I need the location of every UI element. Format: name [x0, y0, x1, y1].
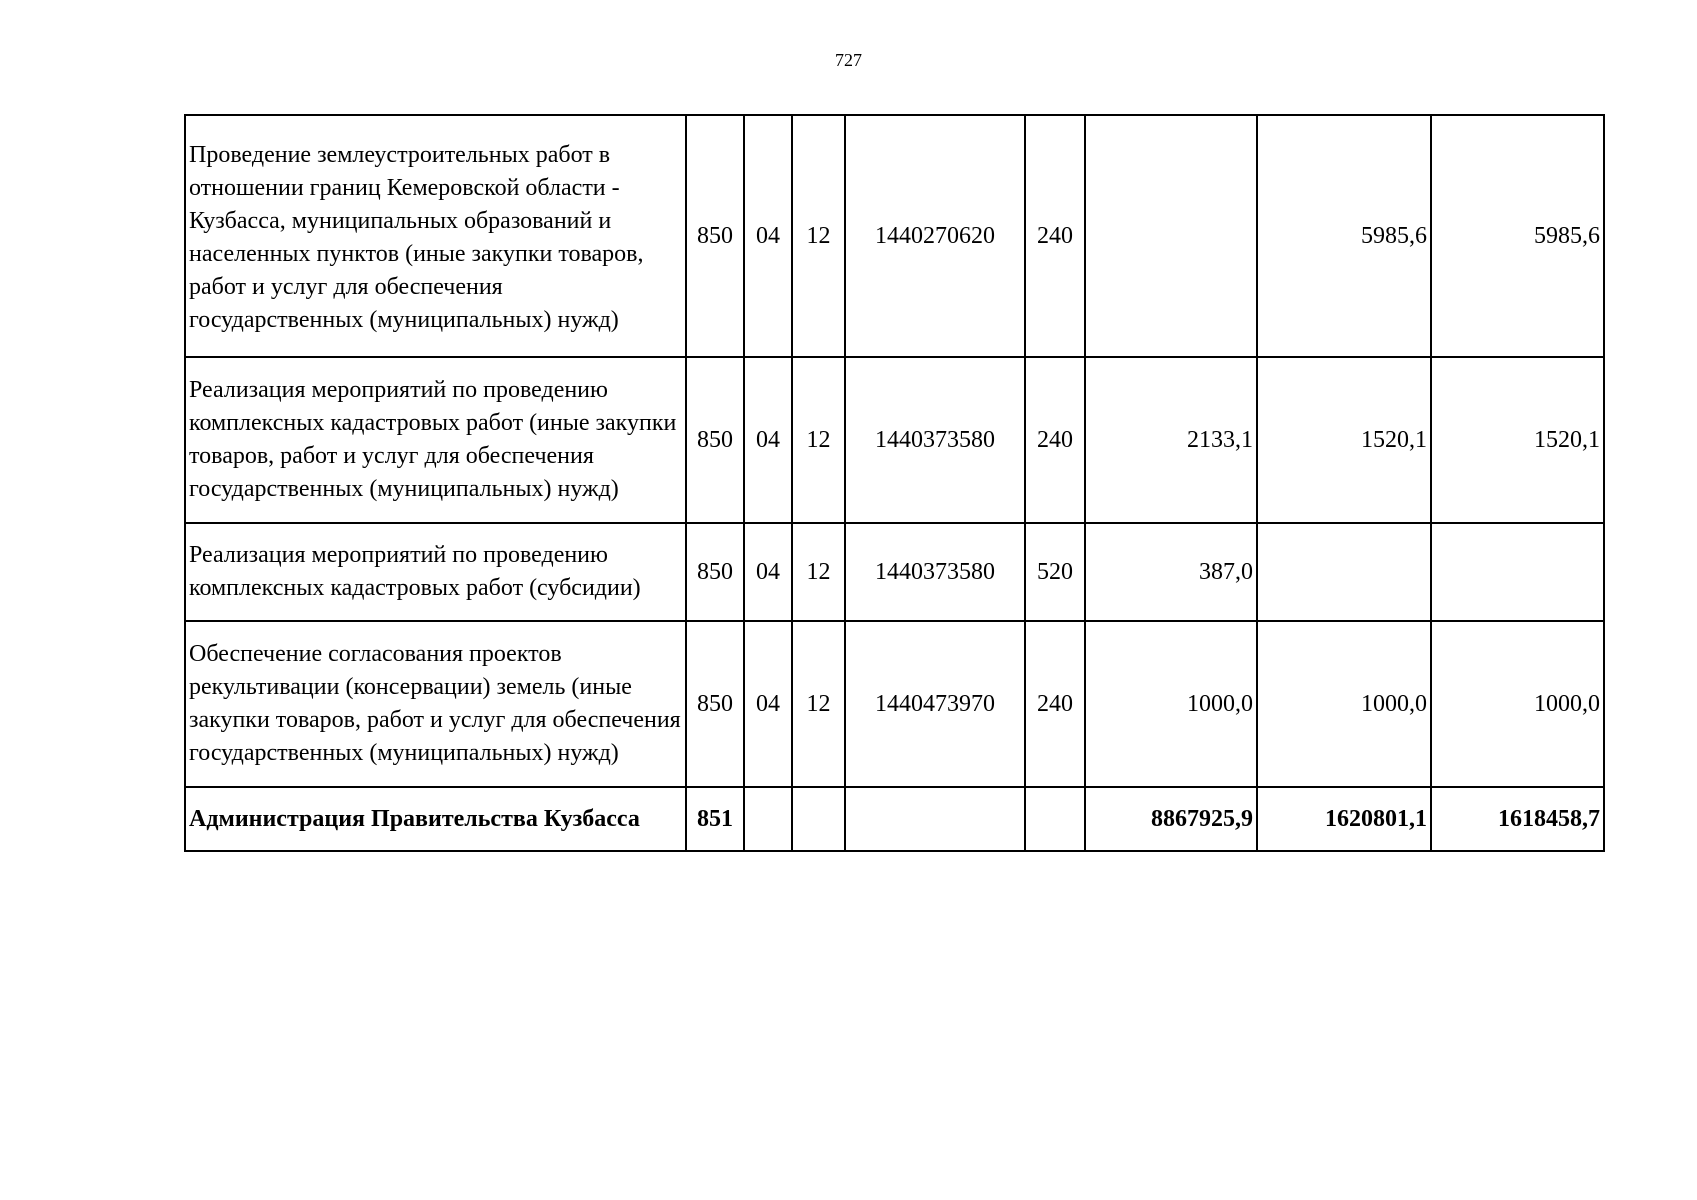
amount-year3-cell: 1520,1 — [1431, 357, 1604, 523]
subsection-code-cell — [792, 787, 845, 851]
description-cell: Обеспечение согласования проектов рекультивации (консервации) земель (иные закупки товаров, работ и услуг для обеспечения государственных (муниципальных) нужд) — [185, 621, 686, 787]
target-code-cell: 1440473970 — [845, 621, 1025, 787]
expense-type-cell: 520 — [1025, 523, 1085, 621]
amount-year2-cell: 1620801,1 — [1257, 787, 1431, 851]
target-code-cell: 1440373580 — [845, 357, 1025, 523]
target-code-cell — [845, 787, 1025, 851]
table-row — [185, 621, 1604, 787]
section-code-cell: 04 — [744, 621, 792, 787]
ministry-code-cell: 850 — [686, 115, 744, 357]
target-code-cell: 1440373580 — [845, 523, 1025, 621]
amount-year1-cell: 1000,0 — [1085, 621, 1257, 787]
amount-year2-cell — [1257, 523, 1431, 621]
table-row-total — [185, 787, 1604, 851]
subsection-code-cell: 12 — [792, 357, 845, 523]
subsection-code-cell: 12 — [792, 523, 845, 621]
amount-year1-cell: 387,0 — [1085, 523, 1257, 621]
amount-year1-cell: 8867925,9 — [1085, 787, 1257, 851]
table-row — [185, 357, 1604, 523]
table-row — [185, 115, 1604, 357]
description-cell: Реализация мероприятий по проведению комплексных кадастровых работ (субсидии) — [185, 523, 686, 621]
page-number: 727 — [835, 50, 862, 70]
expense-type-cell: 240 — [1025, 621, 1085, 787]
amount-year1-cell — [1085, 115, 1257, 357]
expense-type-cell: 240 — [1025, 357, 1085, 523]
section-code-cell: 04 — [744, 523, 792, 621]
description-cell: Администрация Правительства Кузбасса — [185, 787, 686, 851]
ministry-code-cell: 850 — [686, 523, 744, 621]
amount-year2-cell: 1000,0 — [1257, 621, 1431, 787]
description-cell: Проведение землеустроительных работ в отношении границ Кемеровской области - Кузбасса, муниципальных образований и населенных пунктов (иные закупки товаров, работ и услуг для обеспечения государственных (муниципальных) нужд) — [185, 115, 686, 357]
amount-year1-cell: 2133,1 — [1085, 357, 1257, 523]
budget-table — [184, 114, 1605, 852]
amount-year2-cell: 5985,6 — [1257, 115, 1431, 357]
amount-year3-cell: 5985,6 — [1431, 115, 1604, 357]
ministry-code-cell: 850 — [686, 357, 744, 523]
amount-year2-cell: 1520,1 — [1257, 357, 1431, 523]
target-code-cell: 1440270620 — [845, 115, 1025, 357]
amount-year3-cell: 1000,0 — [1431, 621, 1604, 787]
amount-year3-cell — [1431, 523, 1604, 621]
expense-type-cell: 240 — [1025, 115, 1085, 357]
description-cell: Реализация мероприятий по проведению комплексных кадастровых работ (иные закупки товаров, работ и услуг для обеспечения государственных (муниципальных) нужд) — [185, 357, 686, 523]
ministry-code-cell: 850 — [686, 621, 744, 787]
amount-year3-cell: 1618458,7 — [1431, 787, 1604, 851]
table-row — [185, 523, 1604, 621]
expense-type-cell — [1025, 787, 1085, 851]
ministry-code-cell: 851 — [686, 787, 744, 851]
section-code-cell — [744, 787, 792, 851]
section-code-cell: 04 — [744, 115, 792, 357]
subsection-code-cell: 12 — [792, 621, 845, 787]
subsection-code-cell: 12 — [792, 115, 845, 357]
section-code-cell: 04 — [744, 357, 792, 523]
